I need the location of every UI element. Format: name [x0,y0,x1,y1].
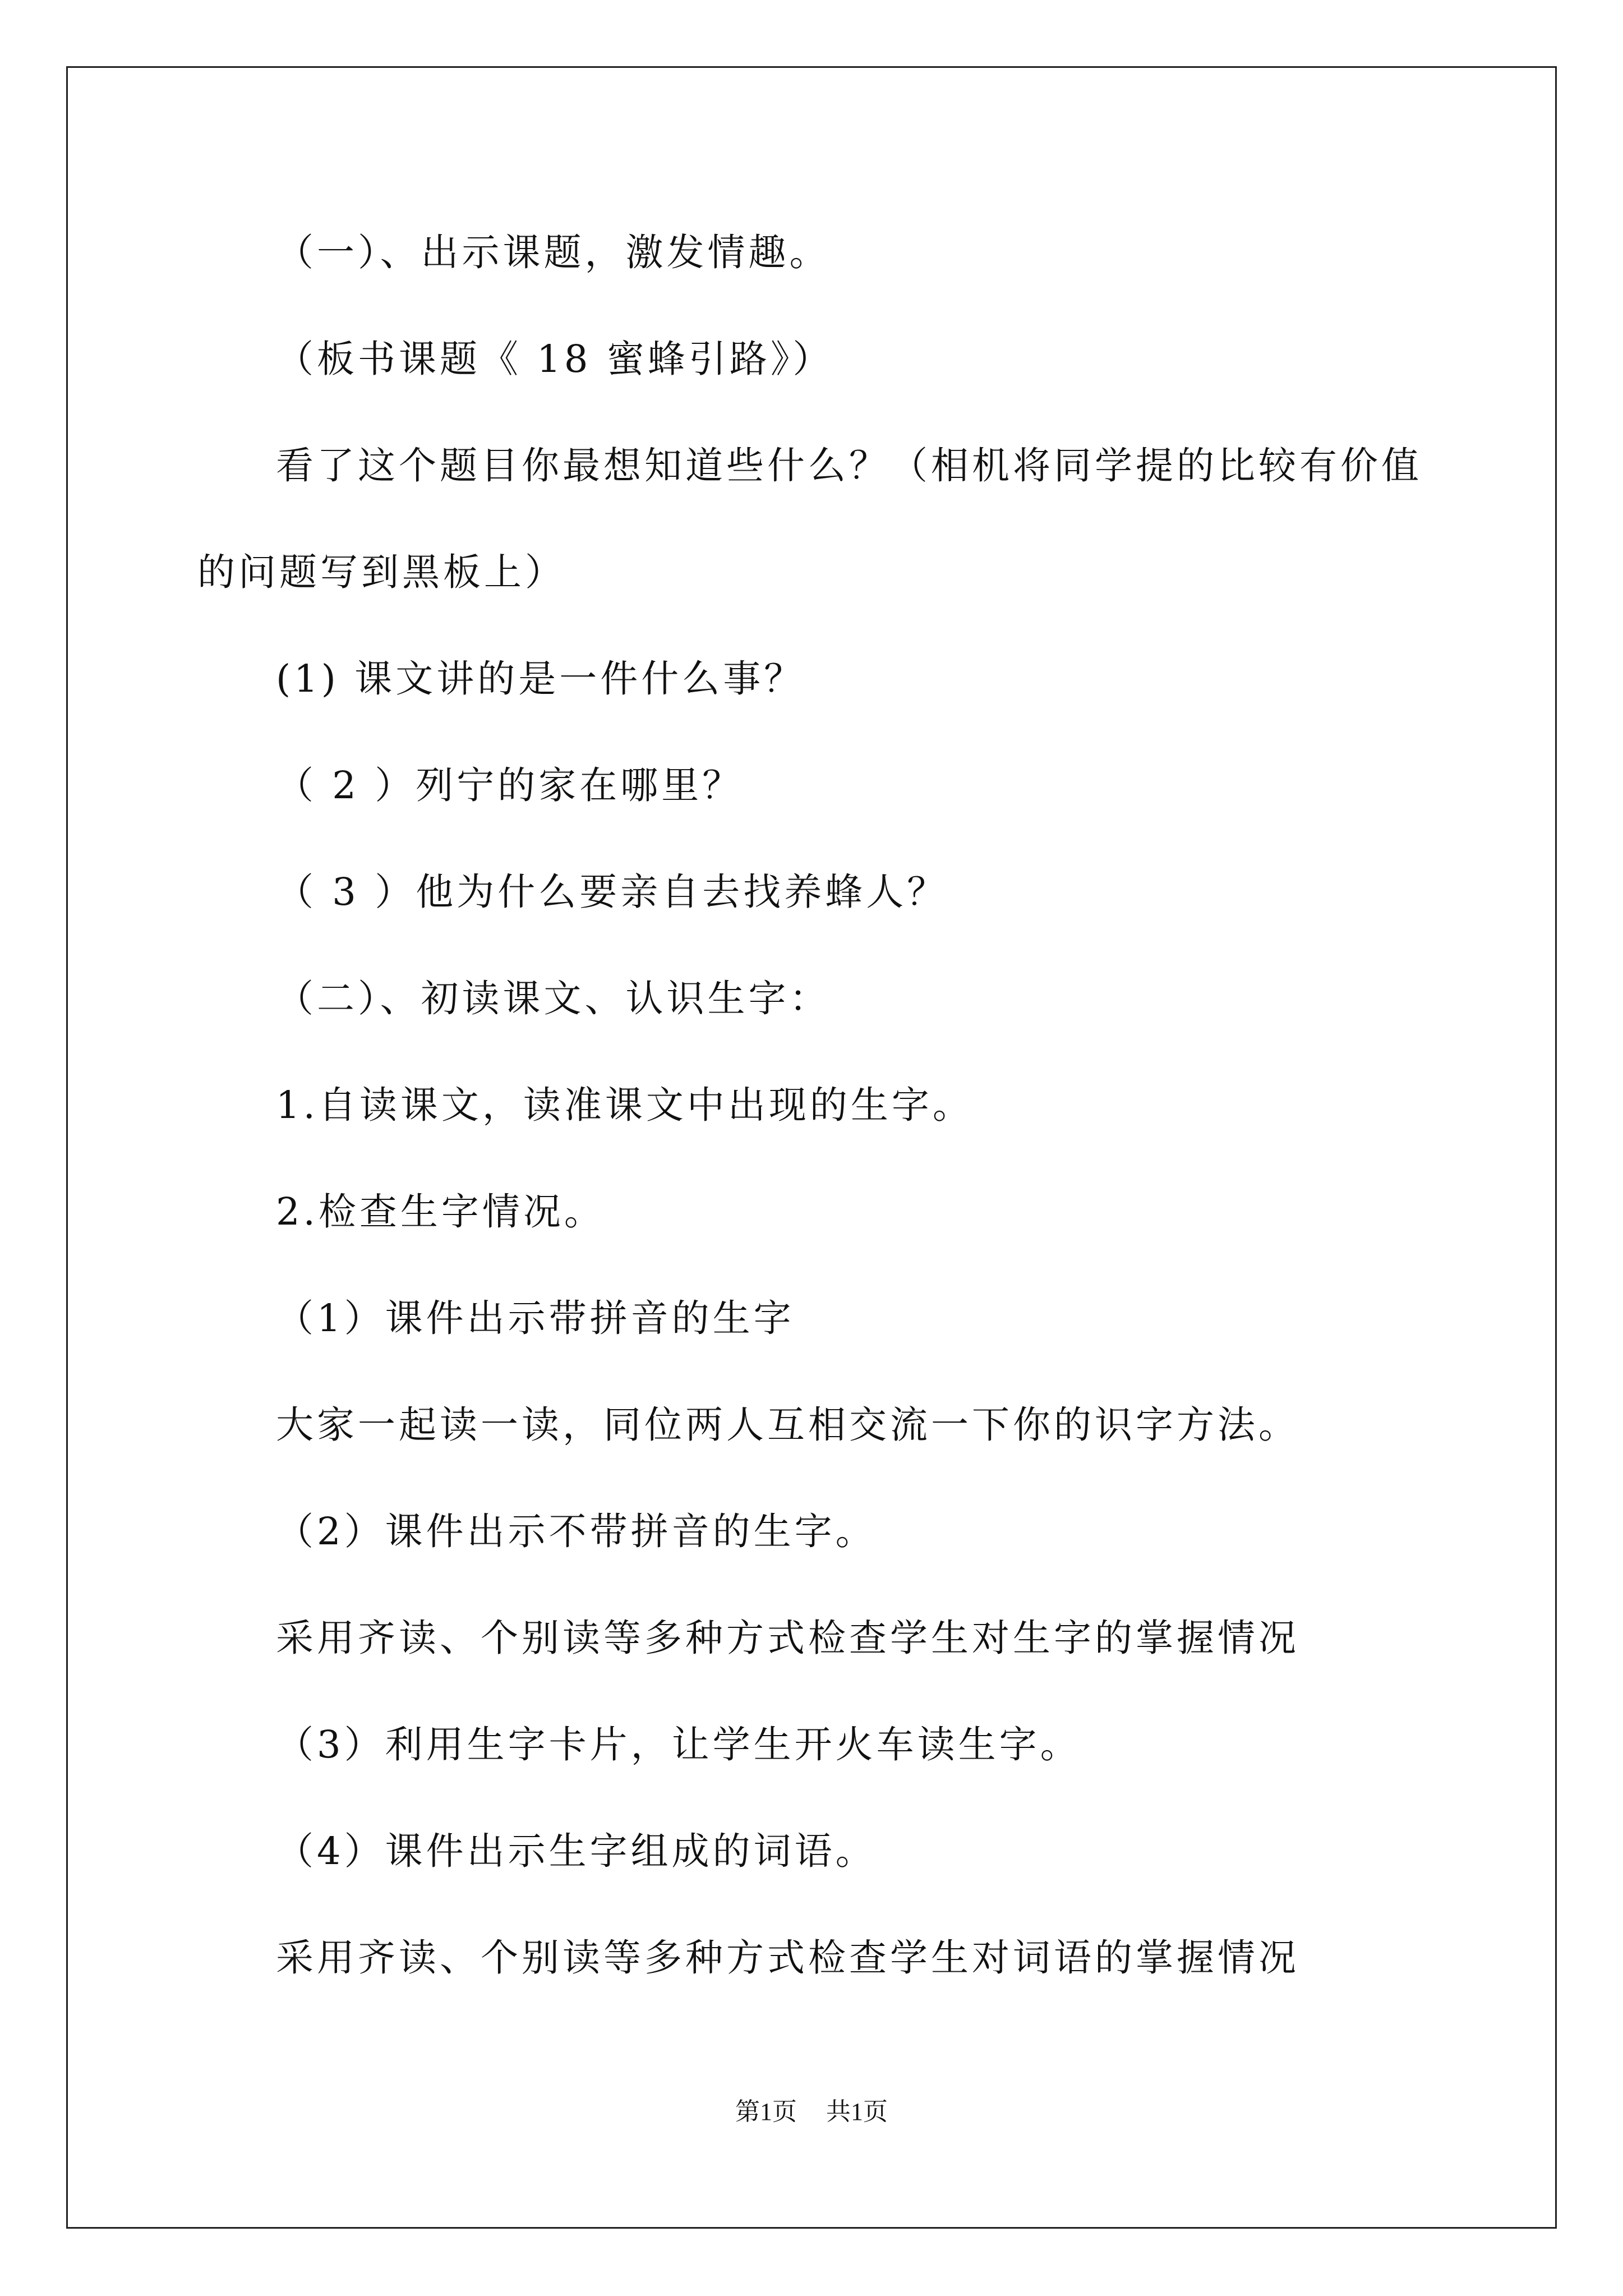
step-item: 2.检查生字情况。 [276,1190,605,1234]
page-border [66,66,1557,2229]
step-item: 1.自读课文，读准课文中出现的生字。 [276,1083,974,1127]
paragraph-line: 采用齐读、个别读等多种方式检查学生对词语的掌握情况 [276,1936,1299,1980]
question-item: （ 2 ）列宁的家在哪里？ [276,763,744,807]
paragraph-line: 采用齐读、个别读等多种方式检查学生对生字的掌握情况 [276,1616,1299,1660]
sub-step-item: （4）课件出示生字组成的词语。 [276,1829,877,1873]
sub-step-item: （3）利用生字卡片，让学生开火车读生字。 [276,1723,1081,1766]
section-heading-1: （一）、出示课题，激发情趣。 [276,231,831,274]
sub-step-item: （1）课件出示带拼音的生字 [276,1296,795,1340]
page-total: 共1页 [826,2098,888,2125]
paragraph-line: 看了这个题目你最想知道些什么？（相机将同学提的比较有价值 [276,444,1422,487]
board-title-line: （板书课题《 18 蜜蜂引路》） [276,337,834,381]
page-footer [0,2095,1623,2129]
paragraph-line: 大家一起读一读，同位两人互相交流一下你的识字方法。 [276,1403,1299,1447]
question-item: （ 3 ）他为什么要亲自去找养蜂人？ [276,870,948,914]
question-item: (1) 课文讲的是一件什么事？ [276,657,805,701]
page-number: 第1页 [735,2098,797,2125]
section-heading-2: （二）、初读课文、认识生字： [276,977,831,1020]
sub-step-item: （2）课件出示不带拼音的生字。 [276,1510,877,1553]
paragraph-line: 的问题写到黑板上） [197,550,566,594]
